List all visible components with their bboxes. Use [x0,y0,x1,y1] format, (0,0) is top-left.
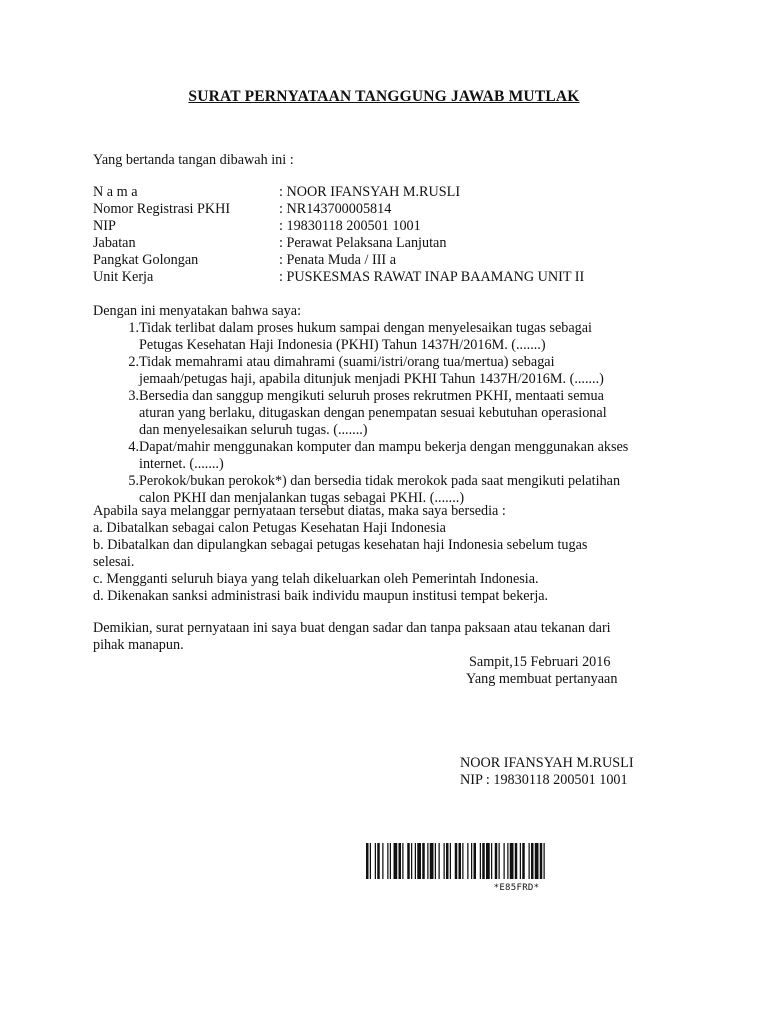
identity-row-nip [93,218,693,235]
barcode-bar [459,843,462,879]
statement-item [93,439,663,473]
barcode-bar [382,843,383,879]
barcode-bar [491,843,492,879]
barcode-bar [402,843,403,879]
statement-line: Petugas Kesehatan Haji Indonesia (PKHI) Tahun 1437H/2016M. (.......) [139,337,546,353]
statement-item [93,354,663,388]
statement-text [139,354,663,388]
barcode-bar [535,843,539,879]
barcode-bar [515,843,518,879]
statement-text [139,439,663,473]
statement-number: 4. [128,439,139,455]
barcode-bar [471,843,472,879]
statement-line: jemaah/petugas haji, apabila ditunjuk menjadi PKHI Tahun 1437H/2016M. (.......) [139,371,604,387]
barcode-bar [422,843,425,879]
identity-label: Pangkat Golongan [93,252,199,268]
statement-line: Tidak terlibat dalam proses hukum sampai dengan menyelesaikan tugas sebagai [139,320,592,336]
barcode-bar [375,843,376,879]
statement-list [93,320,663,507]
maker-label: Yang membuat pertanyaan [466,671,618,687]
barcode-bar [370,843,371,879]
statement-item [93,388,663,439]
barcode-bar [504,843,505,879]
identity-row-registration [93,201,693,218]
barcode-bar [417,843,421,879]
statement-number: 1. [128,320,139,336]
statement-line: calon PKHI dan menjalankan tugas sebagai PKHI. (.......) [139,490,465,506]
identity-label: N a m a [93,184,138,200]
barcode-bar [482,843,485,879]
identity-table [93,184,693,286]
identity-label: NIP [93,218,116,234]
statement-number: 3. [128,388,139,404]
violation-line: b. Dibatalkan dan dipulangkan sebagai petugas kesehatan haji Indonesia sebelum tugas [93,537,588,553]
barcode-bar [507,843,508,879]
identity-label: Unit Kerja [93,269,154,285]
barcode-bar [495,843,498,879]
statement-number: 2. [128,354,139,370]
statement-line: aturan yang berlaku, ditugaskan dengan penempatan sesuai kebutuhan operasional [139,405,607,421]
statement-text [139,388,663,439]
identity-value: : 19830118 200501 1001 [279,218,421,234]
identity-row-position [93,235,693,252]
statement-text [139,473,663,507]
document-title: SURAT PERNYATAAN TANGGUNG JAWAB MUTLAK [188,88,580,105]
barcode-bar [394,843,398,879]
barcode-bar [444,843,445,879]
barcode-bars [364,843,669,879]
statement-line: Dapat/mahir menggunakan komputer dan mampu bekerja dengan menggunakan akses [139,439,629,455]
identity-value: : NR143700005814 [279,201,392,217]
barcode-bar [544,843,545,879]
violation-line: d. Dikenakan sanksi administrasi baik individu maupun institusi tempat bekerja. [93,588,549,604]
barcode-bar [411,843,412,879]
barcode-bar [467,843,468,879]
barcode-bar [462,843,463,879]
barcode-bar [435,843,436,879]
identity-value: : PUSKESMAS RAWAT INAP BAAMANG UNIT II [279,269,585,285]
barcode-bar [540,843,543,879]
barcode-bar [399,843,402,879]
statement-text [139,320,663,354]
barcode-bar [450,843,451,879]
barcode-bar [387,843,388,879]
barcode-bar [499,843,500,879]
identity-row-rank [93,252,693,269]
closing-line: pihak manapun. [93,637,184,653]
barcode-bar [510,843,514,879]
statement-line: dan menyelesaikan seluruh tugas. (.......) [139,422,368,438]
barcode-bar [474,843,477,879]
barcode-bar [522,843,525,879]
barcode-bar [407,843,410,879]
barcode-caption: *E85FRD* [493,883,540,893]
barcode-bar [390,843,391,879]
violation-line: a. Dibatalkan sebagai calon Petugas Kesehatan Haji Indonesia [93,520,446,536]
statement-line: internet. (.......) [139,456,224,472]
place-date: Sampit,15 Februari 2016 [469,654,611,670]
barcode-bar [377,843,380,879]
barcode-bar [529,843,530,879]
intro-text: Yang bertanda tangan dibawah ini : [93,152,294,168]
barcode-bar [366,843,369,879]
violation-consequences [93,503,653,605]
identity-row-name [93,184,693,201]
barcode-bar [455,843,458,879]
statement-item [93,473,663,507]
barcode-bar [486,843,490,879]
barcode-bar [520,843,521,879]
barcode-bar [446,843,449,879]
identity-value: : Penata Muda / III a [279,252,397,268]
violation-line: selesai. [93,554,135,570]
identity-label: Nomor Registrasi PKHI [93,201,231,217]
statement-line: Tidak memahrami atau dimahrami (suami/istri/orang tua/mertua) sebagai [139,354,555,370]
statement-line: Perokok/bukan perokok*) dan bersedia tidak merokok pada saat mengikuti pelatihan [139,473,621,489]
statement-line: Bersedia dan sanggup mengikuti seluruh proses rekrutmen PKHI, mentaati semua [139,388,604,404]
identity-row-unit [93,269,693,286]
violation-line: Apabila saya melanggar pernyataan tersebut diatas, maka saya bersedia : [93,503,506,519]
barcode-bar [531,843,534,879]
identity-label: Jabatan [93,235,136,251]
statement-item [93,320,663,354]
signer-nip: NIP : 19830118 200501 1001 [460,772,628,788]
closing-line: Demikian, surat pernyataan ini saya buat dengan sadar dan tanpa paksaan atau tekanan dari [93,620,611,636]
identity-value: : Perawat Pelaksana Lanjutan [279,235,447,251]
identity-value: : NOOR IFANSYAH M.RUSLI [279,184,461,200]
barcode-bar [415,843,416,879]
closing-paragraph [93,620,673,654]
signer-name: NOOR IFANSYAH M.RUSLI [460,755,634,771]
barcode-bar [427,843,428,879]
statement-number: 5. [128,473,139,489]
barcode-bar [439,843,440,879]
barcode-bar [430,843,434,879]
barcode-bar [480,843,481,879]
statement-heading: Dengan ini menyatakan bahwa saya: [93,303,302,319]
violation-line: c. Mengganti seluruh biaya yang telah dikeluarkan oleh Pemerintah Indonesia. [93,571,539,587]
